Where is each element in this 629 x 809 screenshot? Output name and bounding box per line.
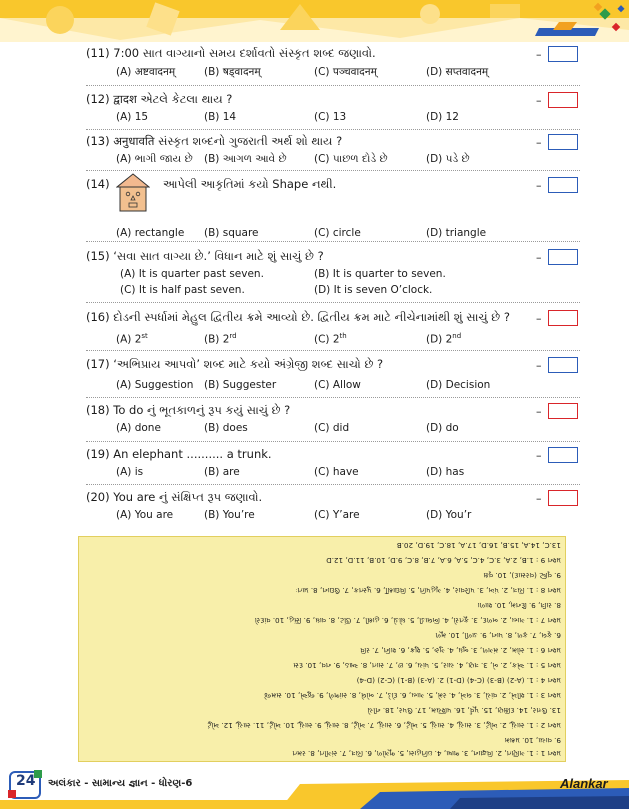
answer-key-line: પ્રશ્ન 2 : 1. સાચું, 2. ખોટું, 3. સાચું, 4. સાચું, 5. ખોટું, 6. સાચું, 7. ખોટું, 8. સાચું, 9. સાચું, 10. ખોટું, 11. સાચું, 12. ખોટું (207, 721, 561, 730)
answer-box[interactable] (548, 92, 578, 108)
question-text: An elephant .......... a trunk. (113, 447, 272, 461)
question-text: अनुधावति સંસ્કૃત શબ્દનો ગુજરાતી અર્થ શો થાય ? (113, 134, 343, 148)
options (86, 153, 606, 168)
option-c[interactable]: (C) did (314, 422, 350, 434)
question-14 (86, 177, 606, 241)
option-b[interactable]: (B) 2rd (204, 332, 237, 346)
question-number: (18) (86, 403, 110, 417)
question-text: ‘સવા સાત વાગ્યા છે.’ વિધાન માટે શું સાચું છે ? (113, 249, 324, 263)
question-19 (86, 447, 606, 481)
options (86, 332, 606, 347)
option-c[interactable]: (C) 13 (314, 111, 347, 123)
answer-key-box (78, 536, 566, 762)
answer-box[interactable] (548, 490, 578, 506)
question-11 (86, 46, 606, 80)
option-d[interactable]: (D) triangle (426, 227, 487, 239)
question-number: (14) (86, 177, 110, 191)
question-number: (20) (86, 490, 110, 504)
footer (0, 770, 629, 809)
question-text: To do નું ભૂતકાળનું રૂપ કયું સાચું છે ? (113, 403, 291, 417)
option-a[interactable]: (A) ભાગી જાય છે (116, 153, 193, 165)
dash: – (536, 449, 542, 462)
divider (86, 302, 580, 303)
question-number: (15) (86, 249, 110, 263)
option-c[interactable]: (C) have (314, 466, 359, 478)
answer-key-line: 6. ફૂલ, 7. ફળ, 8. પાન, 9. ડાળી, 10. મૂળ (435, 631, 561, 640)
option-d[interactable]: (D) Decision (426, 379, 491, 391)
option-d[interactable]: (D) પડે છે (426, 153, 470, 165)
answer-key-line: પ્રશ્ન 9 : 1.B, 2.A, 3.C, 4.C, 5.A, 6.A, 7.B, 8.C, 9.D, 10.B, 11.D, 12.D (326, 556, 561, 565)
option-c[interactable]: (C) પાછળ દોડે છે (314, 153, 388, 165)
option-a[interactable]: (A) is (116, 466, 144, 478)
option-b[interactable]: (B) આગળ આવે છે (204, 153, 287, 165)
option-d[interactable]: (D) You’r (426, 509, 472, 521)
options-row-1 (86, 268, 606, 283)
question-number: (17) (86, 357, 110, 371)
options (86, 227, 606, 242)
option-c[interactable]: (C) Y’are (314, 509, 360, 521)
divider (86, 484, 580, 485)
answer-box[interactable] (548, 403, 578, 419)
dash: – (536, 48, 542, 61)
dash: – (536, 492, 542, 505)
answer-box[interactable] (548, 310, 578, 326)
question-text: 7:00 સાત વાગ્યાનો સમય દર્શાવતો સંસ્કૃત શબ્દ જણાવો. (113, 46, 376, 60)
question-15 (86, 249, 606, 297)
house-shape-figure (116, 173, 150, 213)
answer-key-line: 9. વૃષ્ટિ (વરસાદ), 10. વૃક્ષ (483, 571, 561, 580)
answer-key-line: પ્રશ્ન 4 : 1. (A-2) (B-3) (C-4) (D-1) 2. (A-3) (B-1) (C-2) (D-4) (356, 676, 561, 685)
answer-box[interactable] (548, 177, 578, 193)
answer-key-line: પ્રશ્ન 6 : 1. સોમ, 2. મંગળ, 3. બુધ, 4. ગુરુ, 5. શુક્ર, 6. શનિ, 7. રવિ (360, 646, 561, 655)
page-number: 24 (16, 773, 36, 789)
footer-decoration (0, 770, 629, 809)
option-b[interactable]: (B) are (204, 466, 240, 478)
options (86, 379, 606, 394)
dash: – (536, 251, 542, 264)
answer-box[interactable] (548, 357, 578, 373)
divider (86, 397, 580, 398)
question-text: ‘અભિપ્રાય આપવો’ શબ્દ માટે કયો અંગ્રેજી શબ્દ સાચો છે ? (113, 357, 384, 371)
answer-key-line: 13. ઉત્તર, 14. દક્ષિણ, 15. પૂર્વ, 16. પશ્ચિમ, 17. ઉપર, 18. નીચે (367, 706, 561, 715)
options (86, 65, 606, 80)
option-a[interactable]: (A) done (116, 422, 161, 434)
answer-key-line: 8. રાત્રિ, 9. દિનમ્, 10. શાળા (477, 601, 561, 610)
option-c[interactable]: (C) circle (314, 227, 361, 239)
question-17 (86, 357, 606, 394)
question-text: દોડની સ્પર્ધામાં મેહુલ દ્વિતીય ક્રમે આવ્યો છે. દ્વિતીય ક્રમ માટે નીચેનામાંથી શું સાચું છે ? (113, 310, 510, 324)
options-row-2 (86, 284, 606, 299)
answer-key-line: 9. વાચા, 10. પ્રથમ (504, 736, 561, 745)
option-d[interactable]: (D) 2nd (426, 332, 462, 346)
option-d[interactable]: (D) has (426, 466, 465, 478)
option-a[interactable]: (A) 2st (116, 332, 148, 346)
alankar-logo: Alankar (560, 776, 608, 791)
options (86, 111, 606, 126)
dash: – (536, 136, 542, 149)
answer-box[interactable] (548, 46, 578, 62)
answer-box[interactable] (548, 134, 578, 150)
dash: – (536, 359, 542, 372)
question-20 (86, 490, 606, 524)
question-13 (86, 134, 606, 168)
answer-key-line: પ્રશ્ન 1 : 1. ગણિત, 2. વિજ્ઞાન, 3. ભાષા, 4. ઇતિહાસ, 5. ભૂગોળ, 6. ચિત્ર, 7. સંગીત, 8. રમત (292, 749, 561, 758)
divider (86, 441, 580, 442)
option-c[interactable]: (C) It is half past seven. (120, 284, 245, 296)
question-16 (86, 310, 606, 347)
option-d[interactable]: (D) It is seven O’clock. (314, 284, 433, 296)
question-text: द्वादश એટલે કેટલા થાય ? (113, 92, 233, 106)
dash: – (536, 94, 542, 107)
header-band (0, 0, 629, 44)
corner-decoration (519, 0, 629, 44)
dash: – (536, 179, 542, 192)
option-b[interactable]: (B) Suggester (204, 379, 277, 391)
dash: – (536, 312, 542, 325)
option-a[interactable]: (A) 15 (116, 111, 149, 123)
option-c[interactable]: (C) Allow (314, 379, 361, 391)
options (86, 509, 606, 524)
option-b[interactable]: (B) षड्वादनम् (204, 66, 261, 78)
option-d[interactable]: (D) 12 (426, 111, 459, 123)
divider (86, 129, 580, 130)
divider (86, 350, 580, 351)
option-c[interactable]: (C) 2th (314, 332, 347, 346)
divider (86, 85, 580, 86)
option-a[interactable]: (A) It is quarter past seven. (120, 268, 264, 280)
footer-title: અલંકાર - સામાન્ય જ્ઞાન - ધોરણ-6 (48, 778, 193, 789)
divider (86, 170, 580, 171)
question-number: (11) (86, 46, 110, 60)
answer-key-line: પ્રશ્ન 8 : 1. ચિત્ર, 2. પંખ, 3. પરિવાર, 4. ગૃહપતિ, 5. વિદ્યાર્થી, 6. પુસ્તક, 7. ઉદ્યાન, 8. પ્રાતઃ (295, 586, 561, 595)
question-text: You are નું સંક્ષિપ્ત રૂપ જણાવો. (113, 490, 263, 504)
option-a[interactable]: (A) अष्टवादनम् (116, 66, 176, 78)
question-number: (19) (86, 447, 110, 461)
dash: – (536, 405, 542, 418)
question-18 (86, 403, 606, 437)
answer-key-line: પ્રશ્ન 5 : 1. એક, 2. બે, 3. ત્રણ, 4. ચાર, 5. પાંચ, 6. છ, 7. સાત, 8. આઠ, 9. નવ, 10. દસ (293, 661, 561, 670)
answer-key-line: પ્રશ્ન 3 : 1. શીખે, 2. વાંચે, 3. લખે, 4. રમે, 5. ગાય, 6. દોડે, 7. બોલે, 8. સાંભળે, 9. જુએ, 10. સમજે (264, 691, 561, 700)
option-b[interactable]: (B) 14 (204, 111, 237, 123)
option-b[interactable]: (B) square (204, 227, 259, 239)
option-b[interactable]: (B) does (204, 422, 248, 434)
question-text: આપેલી આકૃતિમાં કયો Shape નથી. (162, 177, 337, 191)
answer-key-line: 13.C, 14.A, 15.B, 16.D, 17.A, 18.C, 19.D, 20.B (396, 541, 561, 550)
option-d[interactable]: (D) सप्तवादनम् (426, 66, 489, 78)
divider (86, 241, 580, 242)
option-b[interactable]: (B) It is quarter to seven. (314, 268, 446, 280)
answer-box[interactable] (548, 447, 578, 463)
option-a[interactable]: (A) rectangle (116, 227, 185, 239)
answer-box[interactable] (548, 249, 578, 265)
option-d[interactable]: (D) do (426, 422, 459, 434)
question-number: (13) (86, 134, 110, 148)
option-a[interactable]: (A) You are (116, 509, 174, 521)
answer-key-line: પ્રશ્ન 7 : 1. ગાય, 2. બળદ, 3. કૂતરો, 4. બિલાડી, 5. ઘોડો, 6. હાથી, 7. ઊંટ, 8. વાઘ, 9. સિંહ, 10. વાંદરો (254, 616, 561, 625)
options (86, 466, 606, 481)
option-a[interactable]: (A) Suggestion (116, 379, 194, 391)
question-number: (16) (86, 310, 110, 324)
question-number: (12) (86, 92, 110, 106)
question-12 (86, 92, 606, 126)
option-c[interactable]: (C) पञ्चवादनम् (314, 66, 377, 78)
option-b[interactable]: (B) You’re (204, 509, 255, 521)
options (86, 422, 606, 437)
